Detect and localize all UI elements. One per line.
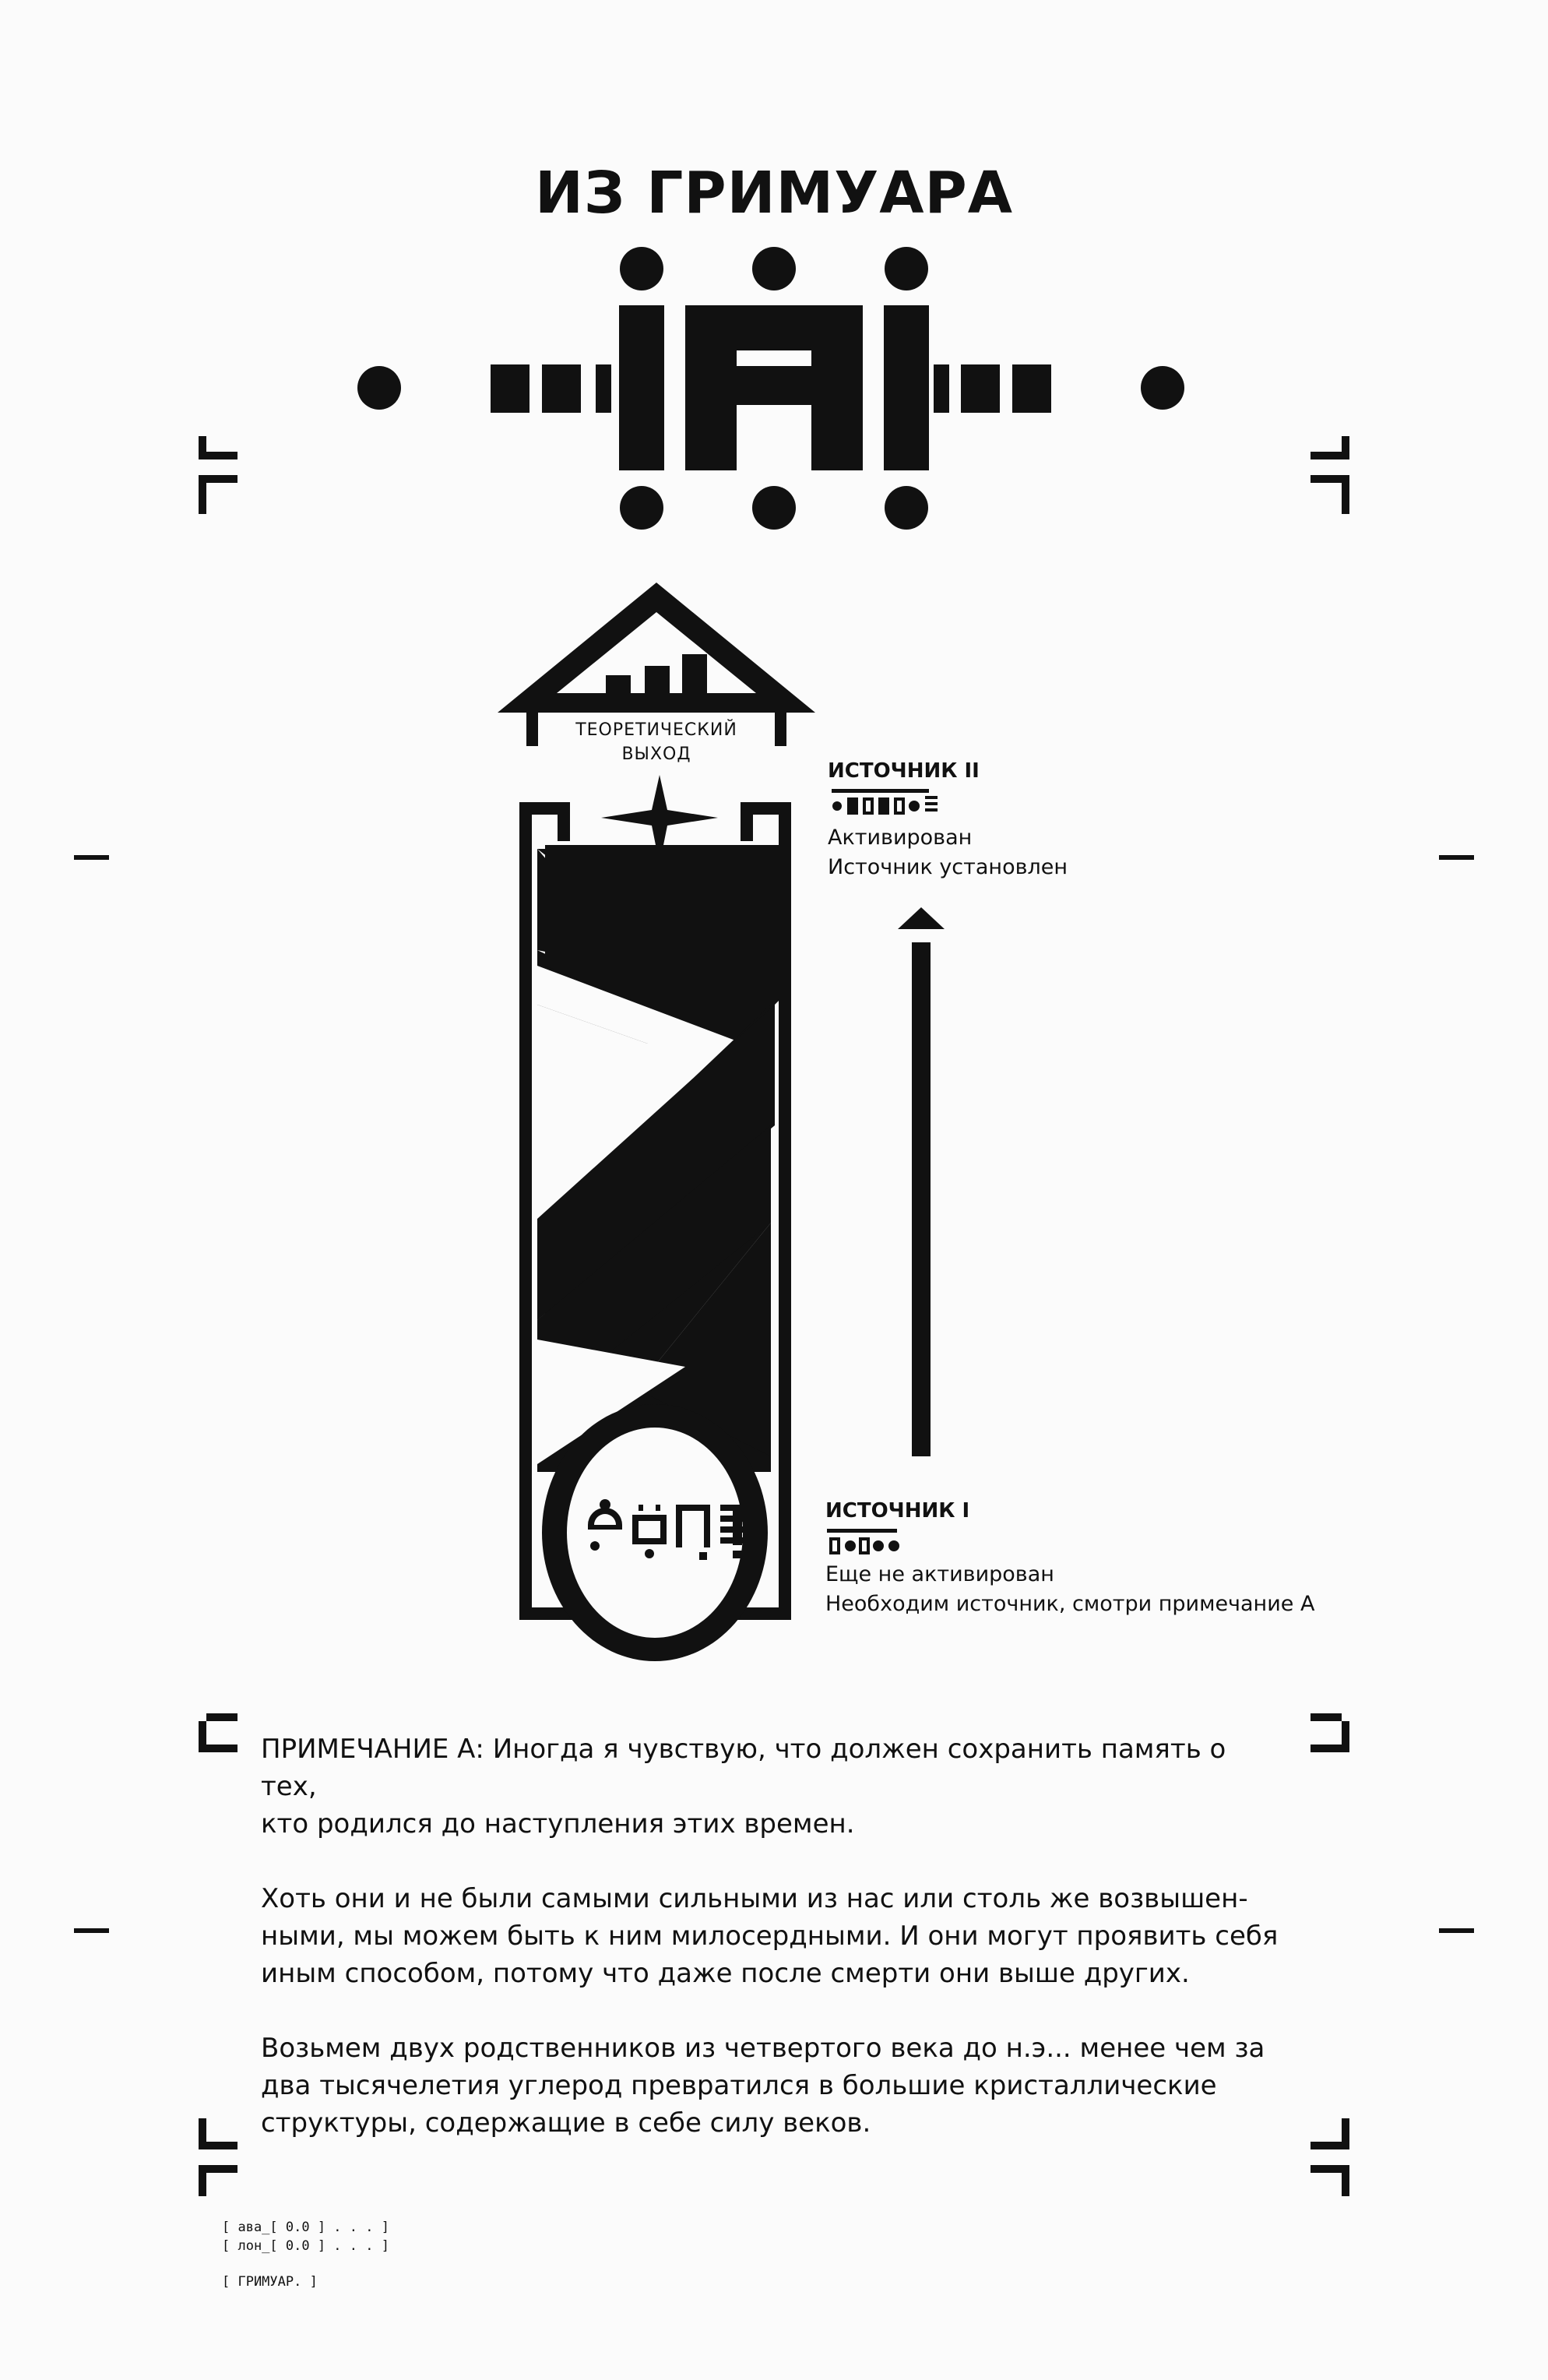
theoretical-exit-label	[540, 718, 773, 766]
note-p1-line2: кто родился до наступления этих времен.	[261, 1808, 855, 1840]
oval-inner	[567, 1428, 743, 1638]
note-p2-line3: иным способом, потому что даже после смерти они выше других.	[261, 1958, 1190, 1989]
footer-grimoire-tag: [ ГРИМУАР. ]	[222, 2274, 318, 2290]
source1-block	[825, 1499, 1314, 1619]
source2-status: Активирован	[828, 826, 973, 850]
source2-title: ИСТОЧНИК II	[828, 759, 980, 783]
note-p3-line3: структуры, содержащие в себе силу веков.	[261, 2107, 871, 2139]
note-paragraph-3	[261, 2030, 1289, 2142]
footer-coordinates	[222, 2218, 389, 2255]
note-paragraph-2	[261, 1880, 1289, 1992]
note-p2-line2: ными, мы можем быть к ним милосердными. И они могут проявить себя	[261, 1921, 1279, 1952]
source1-title: ИСТОЧНИК I	[825, 1499, 970, 1523]
note-text	[261, 1730, 1289, 2179]
page-title: ИЗ ГРИМУАРА	[534, 160, 1014, 227]
note-p3-line2: два тысячелетия углерод превратился в большие кристаллические	[261, 2070, 1217, 2101]
source2-block	[828, 759, 1068, 882]
source1-status: Еще не активирован	[825, 1562, 1054, 1586]
source2-detail: Источник установлен	[828, 855, 1068, 879]
exit-label-line1: ТЕОРЕТИЧЕСКИЙ	[575, 720, 737, 740]
source1-detail: Необходим источник, смотри примечание А	[825, 1592, 1315, 1616]
note-p2-line1: Хоть они и не были самыми сильными из нас или столь же возвышен-	[261, 1883, 1248, 1914]
footer-line1: [ ава_[ 0.0 ] . . . ]	[222, 2220, 389, 2235]
note-p3-line1: Возьмем двух родственников из четвертого века до н.э... менее чем за	[261, 2033, 1265, 2064]
note-p1-line1: ПРИМЕЧАНИЕ А: Иногда я чувствую, что должен сохранить память о тех,	[261, 1734, 1226, 1802]
note-paragraph-1	[261, 1730, 1289, 1843]
up-arrow-icon	[898, 907, 945, 1456]
exit-label-line2: ВЫХОД	[621, 745, 691, 764]
footer-line2: [ лон_[ 0.0 ] . . . ]	[222, 2238, 389, 2254]
grimoire-sigil-icon	[357, 247, 1184, 530]
